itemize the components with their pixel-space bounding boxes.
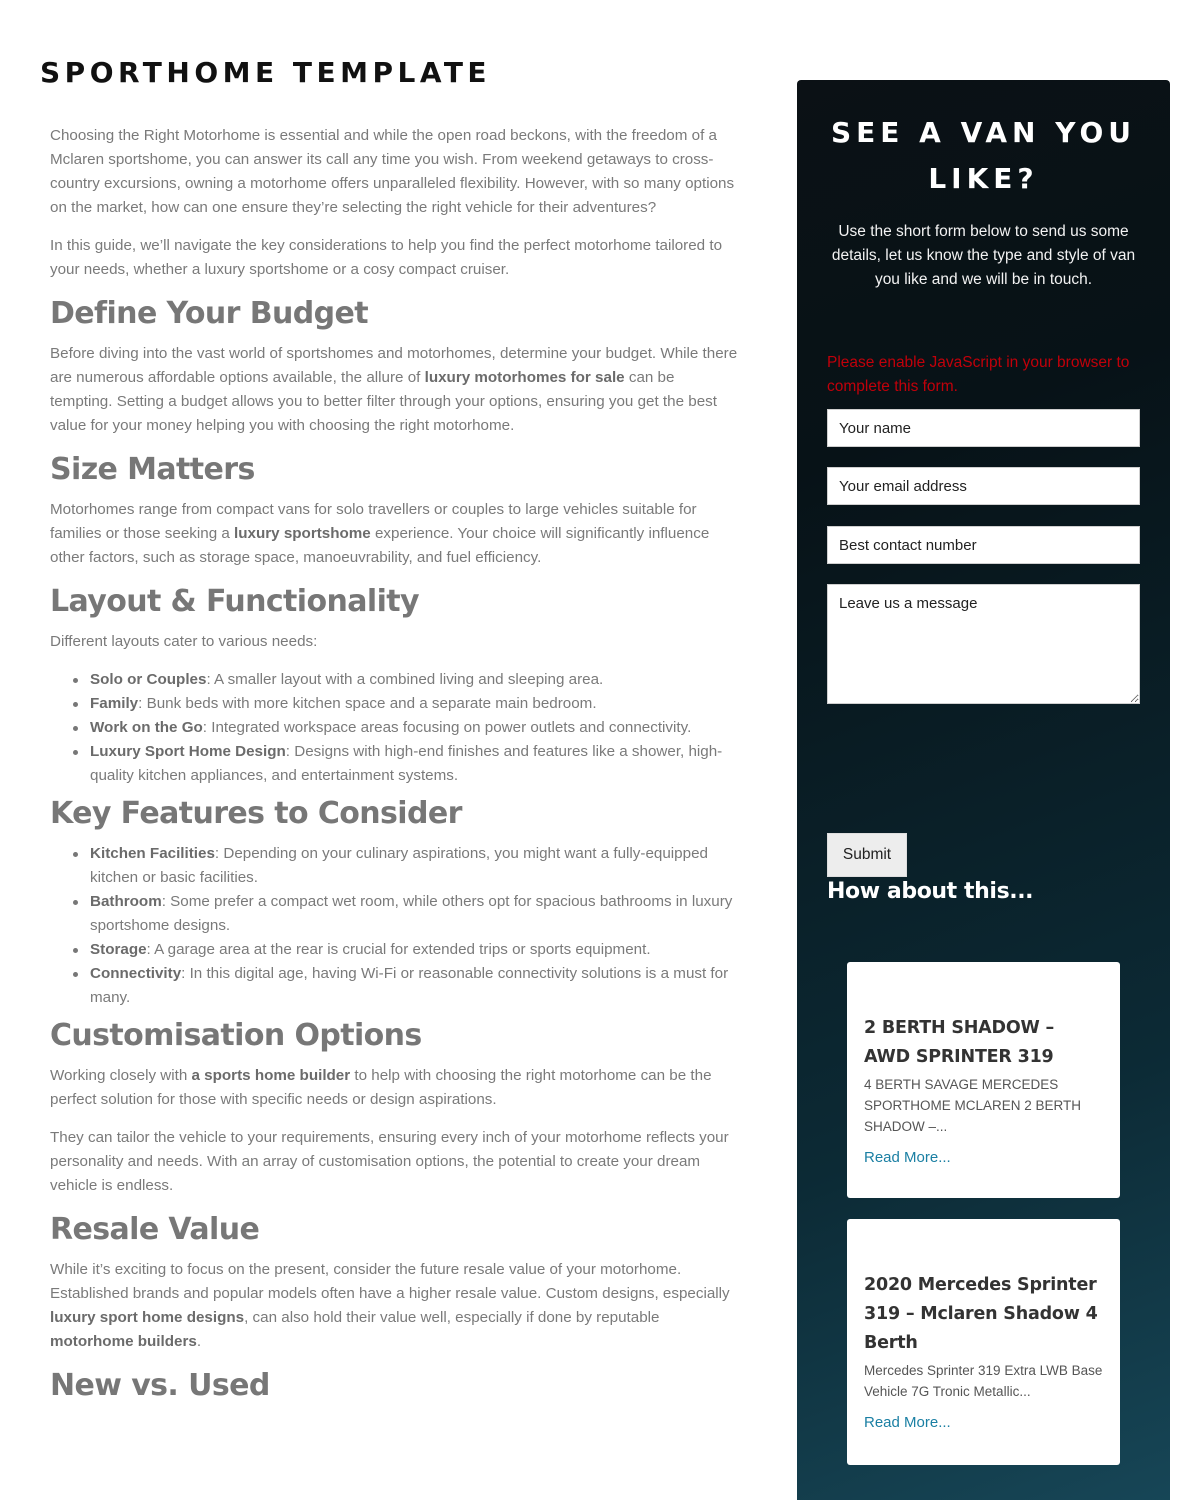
features-list (50, 842, 740, 1010)
enquiry-sidebar (797, 80, 1170, 1500)
page-title: SPORTHOME TEMPLATE (40, 56, 492, 89)
list-item: Luxury Sport Home Design: Designs with high-end finishes and features like a shower, high-quality kitchen appliances, and entertainment systems. (90, 740, 740, 788)
list-item: Connectivity: In this digital age, having Wi-Fi or reasonable connectivity solutions is a must for many. (90, 962, 740, 1010)
listing-card[interactable] (847, 962, 1120, 1198)
section-heading-layout: Layout & Functionality (50, 584, 419, 619)
list-item: Family: Bunk beds with more kitchen space and a separate main bedroom. (90, 692, 740, 716)
card-excerpt: Mercedes Sprinter 319 Extra LWB Base Vehicle 7G Tronic Metallic... (864, 1363, 1103, 1399)
listing-card[interactable] (847, 1219, 1120, 1465)
card-excerpt: 4 BERTH SAVAGE MERCEDES SPORTHOME MCLAREN 2 BERTH SHADOW –... (864, 1077, 1082, 1134)
layout-intro: Different layouts cater to various needs: (50, 633, 318, 650)
intro-paragraph: In this guide, we’ll navigate the key considerations to help you find the perfect motorhome tailored to your needs, whether a luxury sportshome or a cosy compact cruiser. (50, 237, 723, 278)
size-paragraph: Motorhomes range from compact vans for solo travellers or couples to large vehicles suitable for families or those seeking a luxury sportshome experience. Your choice will significantly influence other factors, such as storage space, manoeuvrability, and fuel efficiency. (50, 501, 710, 566)
budget-paragraph: Before diving into the vast world of sportshomes and motorhomes, determine your budget. While there are numerous affordable options available, the allure of luxury motorhomes for sale can be tempting. Setting a budget allows you to better filter through your options, ensuring you get the best value for your money helping you with choosing the right motorhome. (50, 345, 738, 434)
card-title[interactable]: 2020 Mercedes Sprinter 319 – Mclaren Shadow 4 Berth (864, 1275, 1098, 1353)
sidebar-intro: Use the short form below to send us some details, let us know the type and style of van you like and we will be in touch. (831, 223, 1136, 288)
layout-list (50, 668, 740, 788)
javascript-warning: Please enable JavaScript in your browser to complete this form. (827, 354, 1130, 395)
message-textarea[interactable] (827, 584, 1140, 704)
card-title[interactable]: 2 BERTH SHADOW – AWD SPRINTER 319 (864, 1018, 1055, 1067)
submit-button[interactable]: Submit (827, 833, 907, 877)
related-heading: How about this... (827, 879, 1034, 904)
section-heading-budget: Define Your Budget (50, 296, 368, 331)
keyword-link: luxury motorhomes for sale (424, 369, 625, 386)
resale-paragraph: While it’s exciting to focus on the present, consider the future resale value of your motorhome. Established brands and popular models often have a higher resale value. Custom designs, especially luxury sport home designs, can also hold their value well, especially if done by reputable motorhome builders. (50, 1261, 730, 1350)
section-heading-resale: Resale Value (50, 1212, 260, 1247)
read-more-link[interactable]: Read More... (864, 1414, 951, 1431)
article-content (50, 124, 740, 1414)
keyword-link: luxury sportshome (234, 525, 371, 542)
name-input[interactable] (827, 409, 1140, 447)
keyword-link: a sports home builder (191, 1067, 351, 1084)
email-input[interactable] (827, 467, 1140, 505)
section-heading-new-used: New vs. Used (50, 1368, 270, 1403)
custom-paragraph: They can tailor the vehicle to your requirements, ensuring every inch of your motorhome reflects your personality and needs. With an array of customisation options, the potential to create your dream vehicle is endless. (50, 1129, 729, 1194)
list-item: Bathroom: Some prefer a compact wet room, while others opt for spacious bathrooms in luxury sportshome designs. (90, 890, 740, 938)
section-heading-features: Key Features to Consider (50, 796, 462, 831)
section-heading-size: Size Matters (50, 452, 255, 487)
keyword-link: motorhome builders (50, 1333, 197, 1350)
keyword-link: luxury sport home designs (50, 1309, 245, 1326)
read-more-link[interactable]: Read More... (864, 1149, 951, 1166)
phone-input[interactable] (827, 526, 1140, 564)
sidebar-title: SEE A VAN YOU LIKE? (830, 116, 1137, 195)
list-item: Work on the Go: Integrated workspace areas focusing on power outlets and connectivity. (90, 716, 740, 740)
section-heading-customisation: Customisation Options (50, 1018, 422, 1053)
custom-paragraph: Working closely with a sports home builder to help with choosing the right motorhome can be the perfect solution for those with specific needs or design aspirations. (50, 1067, 712, 1108)
list-item: Kitchen Facilities: Depending on your culinary aspirations, you might want a fully-equipped kitchen or basic facilities. (90, 842, 740, 890)
list-item: Solo or Couples: A smaller layout with a combined living and sleeping area. (90, 668, 740, 692)
intro-paragraph: Choosing the Right Motorhome is essential and while the open road beckons, with the freedom of a Mclaren sportshome, you can answer its call any time you wish. From weekend getaways to cross-country excursions, owning a motorhome offers unparalleled flexibility. However, with so many options on the market, how can one ensure they’re selecting the right vehicle for their adventures? (50, 127, 735, 216)
list-item: Storage: A garage area at the rear is crucial for extended trips or sports equipment. (90, 938, 740, 962)
